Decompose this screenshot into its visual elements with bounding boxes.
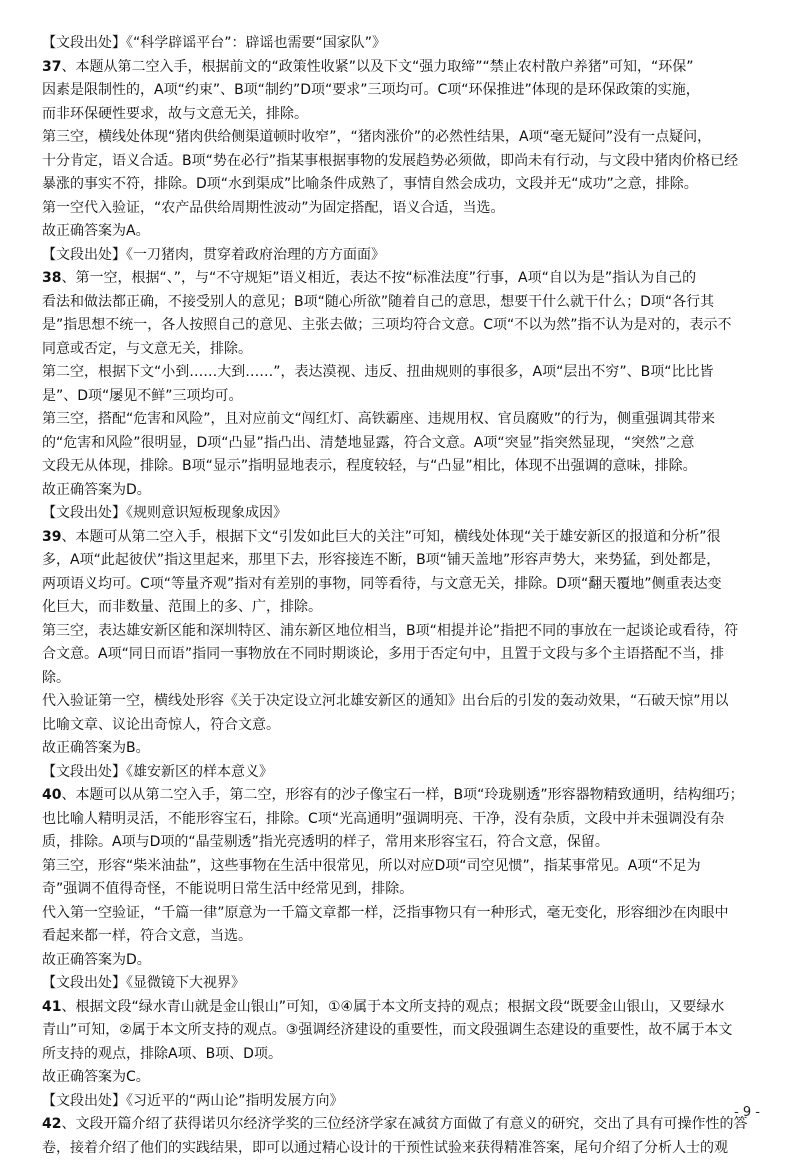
- line-text: 代入第一空验证，“千篇一律”原意为一千篇文章都一样，泛指事物只有一种形式，毫无变化，形容细沙在肉眼中: [42, 905, 729, 921]
- text-line: [42, 126, 750, 150]
- line-text: 而非环保硬性要求，故与文意无关，排除。: [42, 106, 308, 122]
- line-text: 的“危害和风险”很明显，D项“凸显”指凸出、清楚地显露，符合文意。A项“突显”指突然显现，“突然”之意: [42, 435, 694, 451]
- line-text: 十分肯定，语义合适。B项“势在必行”指某事根据事物的发展趋势必须做，即尚未有行动，与文段中猪肉价格已经: [42, 153, 738, 169]
- line-text: 青山”可知，②属于本文所支持的观点。③强调经济建设的重要性，而文段强调生态建设的重要性，故不属于本文: [42, 1022, 732, 1038]
- text-line: [42, 1066, 750, 1090]
- source-citation: [42, 244, 750, 268]
- line-text: 卷，接着介绍了他们的实践结果，即可以通过精心设计的干预性试验来获得精准答案，尾句介绍了分析人士的观: [42, 1140, 728, 1156]
- text-line: [42, 220, 750, 244]
- text-line: [42, 338, 750, 362]
- text-line: [42, 455, 750, 479]
- line-text: 第二空，根据下文“小到……大到……”，表达漠视、违反、扭曲规则的事很多，A项“层出不穷”、B项“比比皆: [42, 364, 713, 380]
- line-text: 故正确答案为D。: [42, 482, 151, 498]
- text-line: [42, 291, 750, 315]
- line-text: 【文段出处】《规则意识短板现象成因》: [42, 505, 287, 521]
- line-text: 也比喻人精明灵活，不能形容宝石，排除。C项“光高通明”强调明亮、干净，没有杂质，文段中并未强调没有杂: [42, 811, 724, 827]
- line-text: 第三空，表达雄安新区能和深圳特区、浦东新区地位相当，B项“相提并论”指把不同的事放在一起谈论或看待，符: [42, 623, 738, 639]
- line-text: 故正确答案为A。: [42, 223, 150, 239]
- line-text: 因素是限制性的，A项“约束”、B项“制约”D项“要求”三项均可。C项“环保推进”体现的是环保政策的实施，: [42, 82, 700, 98]
- line-text: 第三空，搭配“危害和风险”，且对应前文“闯红灯、高铁霸座、违规用权、官员腐败”的行为，侧重强调其带来: [42, 411, 715, 427]
- line-text: 第一空代入验证，“农产品供给周期性波动”为固定搭配，语义合适，当选。: [42, 200, 505, 216]
- line-text: 是”指思想不统一，各人按照自己的意见、主张去做；三项均符合文意。C项“不以为然”指不认为是对的，表示不: [42, 317, 732, 333]
- line-text: 故正确答案为D。: [42, 952, 151, 968]
- line-text: 【文段出处】《“科学辟谣平台”：辟谣也需要“国家队”》: [42, 35, 386, 51]
- text-line: [42, 197, 750, 221]
- question-number: 39: [42, 529, 61, 545]
- line-text: 【文段出处】《显微镜下大视界》: [42, 975, 245, 991]
- text-line: [42, 526, 750, 550]
- text-line: [42, 690, 750, 714]
- text-line: [42, 996, 750, 1020]
- line-text: 、本题可从第二空入手，根据下文“引发如此巨大的关注”可知，横线处体现“关于雄安新区的报道和分析”很: [61, 529, 720, 545]
- line-text: 奇”强调不值得奇怪，不能说明日常生活中经常见到，排除。: [42, 881, 413, 897]
- text-line: [42, 949, 750, 973]
- text-line: [42, 432, 750, 456]
- line-text: 故正确答案为B。: [42, 740, 150, 756]
- line-text: 、本题从第二空入手，根据前文的“政策性收紧”以及下文“强力取缔”“禁止农村散户养猪”可知，“环保”: [61, 59, 693, 75]
- question-number: 37: [42, 59, 61, 75]
- line-text: 比喻文章、议论出奇惊人，符合文意。: [42, 717, 280, 733]
- line-text: 代入验证第一空，横线处形容《关于决定设立河北雄安新区的通知》出台后的引发的轰动效果，“石破天惊”用以: [42, 693, 729, 709]
- line-text: 、根据文段“绿水青山就是金山银山”可知，①④属于本文所支持的观点；根据文段“既要金山银山，又要绿水: [61, 999, 724, 1015]
- page-number: - 9 -: [734, 1105, 760, 1120]
- text-line: [42, 902, 750, 926]
- text-line: [42, 385, 750, 409]
- line-text: 同意或否定，与文意无关，排除。: [42, 341, 252, 357]
- line-text: 是”、D项“屡见不鲜”三项均可。: [42, 388, 243, 404]
- line-text: 看起来都一样，符合文意，当选。: [42, 928, 252, 944]
- text-line: [42, 173, 750, 197]
- question-number: 38: [42, 270, 61, 286]
- line-text: 质，排除。A项与D项的“晶莹剔透”指光亮透明的样子，常用来形容宝石，符合文意，保留。: [42, 834, 609, 850]
- text-line: [42, 878, 750, 902]
- line-text: 第三空，形容“柴米油盐”，这些事物在生活中很常见，所以对应D项“司空见惯”，指某事常见。A项“不足为: [42, 858, 701, 874]
- question-number: 40: [42, 787, 61, 803]
- text-line: [42, 855, 750, 879]
- source-citation: [42, 502, 750, 526]
- question-number: 41: [42, 999, 61, 1015]
- text-line: [42, 667, 750, 691]
- source-citation: [42, 761, 750, 785]
- text-line: [42, 549, 750, 573]
- text-line: [42, 784, 750, 808]
- text-line: [42, 1043, 750, 1067]
- text-line: [42, 573, 750, 597]
- text-line: [42, 737, 750, 761]
- line-text: 化巨大，而非数量、范围上的多、广，排除。: [42, 599, 322, 615]
- text-line: [42, 79, 750, 103]
- line-text: 合文意。A项“同日而语”指同一事物放在不同时期谈论，多用于否定句中，且置于文段与多个主语搭配不当，排: [42, 646, 724, 662]
- text-line: [42, 479, 750, 503]
- text-line: [42, 831, 750, 855]
- question-number: 42: [42, 1116, 61, 1132]
- line-text: 故正确答案为C。: [42, 1069, 150, 1085]
- text-line: [42, 1113, 750, 1137]
- line-text: 【文段出处】《习近平的“两山论”指明发展方向》: [42, 1093, 344, 1109]
- source-citation: [42, 1090, 750, 1114]
- source-citation: [42, 32, 750, 56]
- text-line: [42, 267, 750, 291]
- text-line: [42, 643, 750, 667]
- text-line: [42, 1019, 750, 1043]
- line-text: 文段无从体现，排除。B项“显示”指明显地表示，程度较轻，与“凸显”相比，体现不出强调的意味，排除。: [42, 458, 697, 474]
- line-text: 多，A项“此起彼伏”指这里起来，那里下去，形容接连不断，B项“铺天盖地”形容声势大，来势猛，到处都是，: [42, 552, 720, 568]
- text-line: [42, 103, 750, 127]
- line-text: 、文段开篇介绍了获得诺贝尔经济学奖的三位经济学家在减贫方面做了有意义的研究，交出了具有可操作性的答: [61, 1116, 747, 1132]
- text-line: [42, 314, 750, 338]
- line-text: 、第一空，根据“、”，与“不守规矩”语义相近，表达不按“标准法度”行事，A项“自以为是”指认为自己的: [61, 270, 696, 286]
- text-line: [42, 620, 750, 644]
- line-text: 、本题可以从第二空入手，第二空，形容有的沙子像宝石一样，B项“玲珑剔透”形容器物精致通明，结构细巧；: [61, 787, 743, 803]
- text-line: [42, 596, 750, 620]
- text-line: [42, 714, 750, 738]
- line-text: 看法和做法都正确，不接受别人的意见；B项“随心所欲”随着自己的意思，想要干什么就干什么；D项“各行其: [42, 294, 714, 310]
- line-text: 两项语义均可。C项“等量齐观”指对有差别的事物，同等看待，与文意无关，排除。D项“翻天覆地”侧重表达变: [42, 576, 722, 592]
- line-text: 暴涨的事实不符，排除。D项“水到渠成”比喻条件成熟了，事情自然会成功，文段并无“成功”之意，排除。: [42, 176, 698, 192]
- line-text: 第三空，横线处体现“猪肉供给侧渠道顿时收窄”，“猪肉涨价”的必然性结果，A项“毫无疑问”没有一点疑问，: [42, 129, 711, 145]
- text-line: [42, 361, 750, 385]
- text-line: [42, 408, 750, 432]
- text-line: [42, 925, 750, 949]
- line-text: 所支持的观点，排除A项、B项、D项。: [42, 1046, 282, 1062]
- line-text: 【文段出处】《雄安新区的样本意义》: [42, 764, 273, 780]
- source-citation: [42, 972, 750, 996]
- text-line: [42, 150, 750, 174]
- text-line: [42, 808, 750, 832]
- text-line: [42, 1137, 750, 1160]
- text-line: [42, 56, 750, 80]
- line-text: 【文段出处】《一刀猪肉，贯穿着政府治理的方方面面》: [42, 247, 385, 263]
- line-text: 除。: [42, 670, 70, 686]
